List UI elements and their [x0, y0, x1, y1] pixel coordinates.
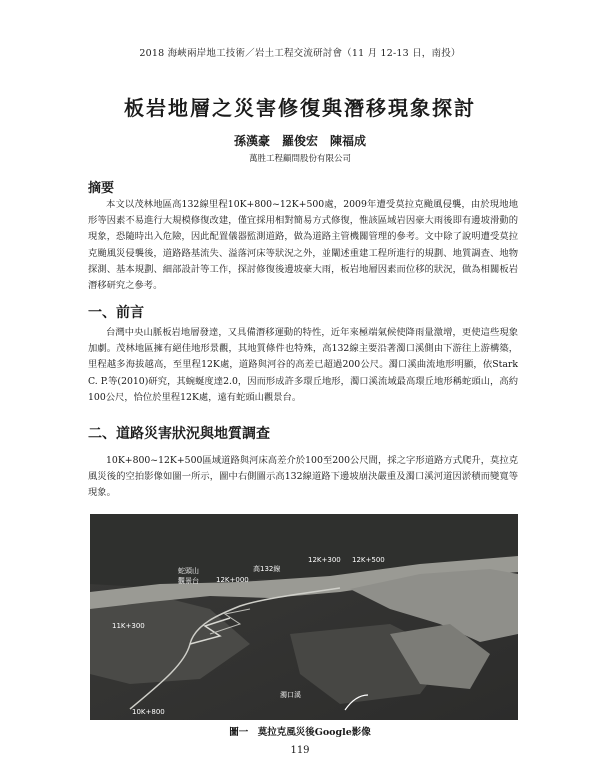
aerial-photo-figure: [90, 514, 518, 720]
km-10800-label: 10K+800: [132, 708, 165, 716]
section-2-paragraph: 10K+800~12K+500區域道路與河床高差介於100至200公尺間，採之字形道路方式爬升，莫拉克風災後的空拍影像如圖一所示，圖中右側圖示高132線道路下邊坡崩決嚴重及濁口溪河道因淤積而變寬等現象。: [88, 455, 518, 499]
affiliation: 萬胜工程顧問股份有限公司: [248, 154, 351, 164]
section-2-heading: 二、道路災害狀況與地質調查: [88, 426, 270, 442]
aerial-photo: [90, 514, 518, 720]
km-12500-label: 12K+500: [352, 556, 385, 564]
road-name-label: 高132線: [253, 565, 281, 573]
km-12000-label: 12K+000: [216, 576, 249, 584]
page-number: 119: [290, 745, 310, 756]
river-label: 濁口溪: [280, 691, 301, 699]
abstract-heading: 摘要: [88, 181, 115, 196]
conference-header: 2018 海峽兩岸地工技術／岩土工程交流研討會（11 月 12-13 日，南投）: [139, 48, 461, 59]
km-12300-label: 12K+300: [308, 556, 341, 564]
section-1-heading: 一、前言: [88, 305, 144, 321]
abstract-paragraph: 本文以茂林地區高132線里程10K+800~12K+500處，2009年遭受莫拉克颱風侵襲，由於現地地形等因素不易進行大規模修復改建，僅宜採用相對簡易方式修復，惟該區域岩因豪大雨後即有邊坡滑動的現象，恐隨時出入危險，因此配置儀器監測道路，做為道路主管機關管理的參考。文中除了說明遭受莫拉克颱風災侵襲後，道路路基流失、溢落河床等狀況之外，並闡述重建工程所進行的規劃、地質調查、地物探測、基本規劃、細部設計等工作，探討修復後邊坡豪大雨，板岩地層因素而位移的狀況，做為相關板岩潛移研究之參考。: [88, 199, 518, 292]
figure-caption: 圖一 莫拉克風災後Google影像: [229, 727, 371, 738]
viewpoint-label: 蛇頭山 觀景台: [178, 567, 199, 585]
author-list: 孫漢豪 羅俊宏 陳福成: [233, 134, 366, 148]
paper-title: 板岩地層之災害修復與潛移現象探討: [124, 96, 476, 120]
km-11300-label: 11K+300: [112, 622, 145, 630]
section-1-paragraph: 台灣中央山脈板岩地層發達，又具備潛移運動的特性，近年來極端氣候使降雨量激增，更使這些現象加劇。茂林地區擁有絕佳地形景觀，其地質條件也特殊，高132線主要沿著濁口溪側由下游往上游構築，里程越多海拔越高，至里程12K處，道路與河谷的高差已超過200公尺。濁口溪曲流地形明顯，依Stark C. P.等(2010)研究，其蜿蜒度達2.0，因而形成許多環丘地形，濁口溪流域最高環丘地形稱蛇頭山，高約100公尺，恰位於里程12K處，遠有蛇頭山觀景台。: [88, 327, 518, 403]
